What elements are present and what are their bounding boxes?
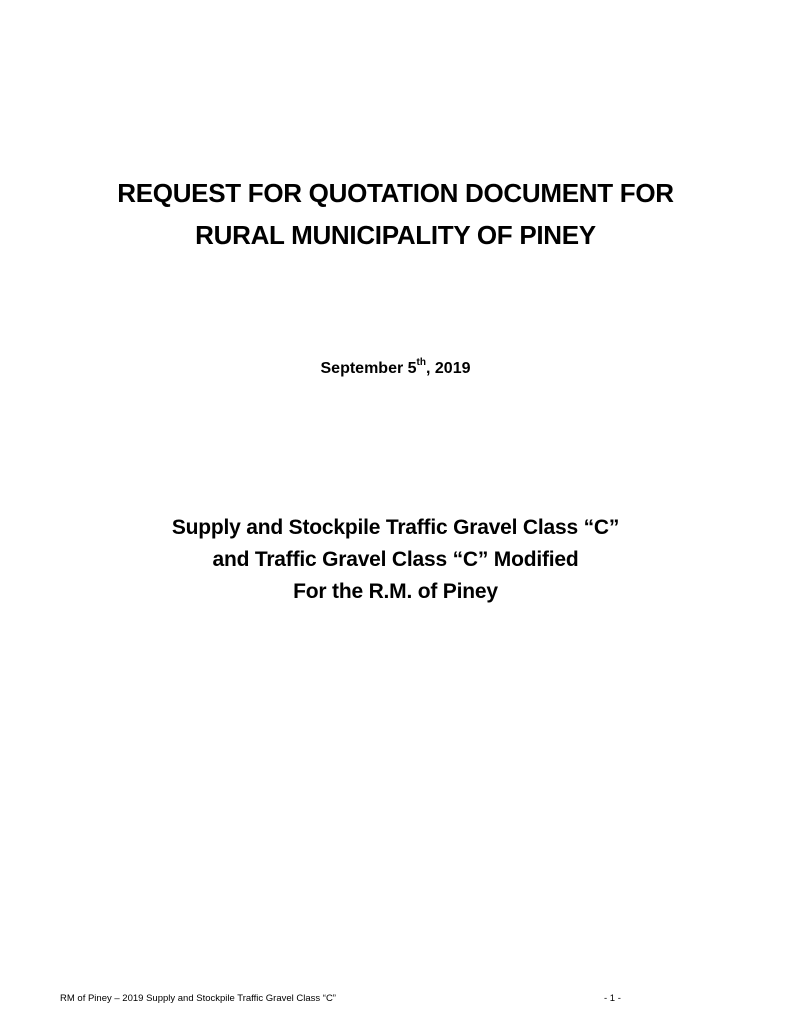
document-date — [0, 354, 791, 384]
footer-text: RM of Piney – 2019 Supply and Stockpile Traffic Gravel Class “C” — [60, 993, 336, 1004]
date-ordinal: th — [416, 357, 426, 368]
subject-line-2: and Traffic Gravel Class “C” Modified — [212, 548, 579, 571]
subject-line-3: For the R.M. of Piney — [293, 580, 498, 603]
document-subject — [0, 512, 791, 608]
date-prefix: September 5 — [320, 360, 417, 377]
title-line-2: RURAL MUNICIPALITY OF PINEY — [195, 220, 596, 250]
date-suffix: , 2019 — [426, 360, 471, 377]
document-title — [0, 172, 791, 256]
subject-line-1: Supply and Stockpile Traffic Gravel Class “C” — [171, 516, 620, 539]
title-line-1: REQUEST FOR QUOTATION DOCUMENT FOR — [117, 178, 674, 208]
page-number: - 1 - — [604, 993, 621, 1004]
